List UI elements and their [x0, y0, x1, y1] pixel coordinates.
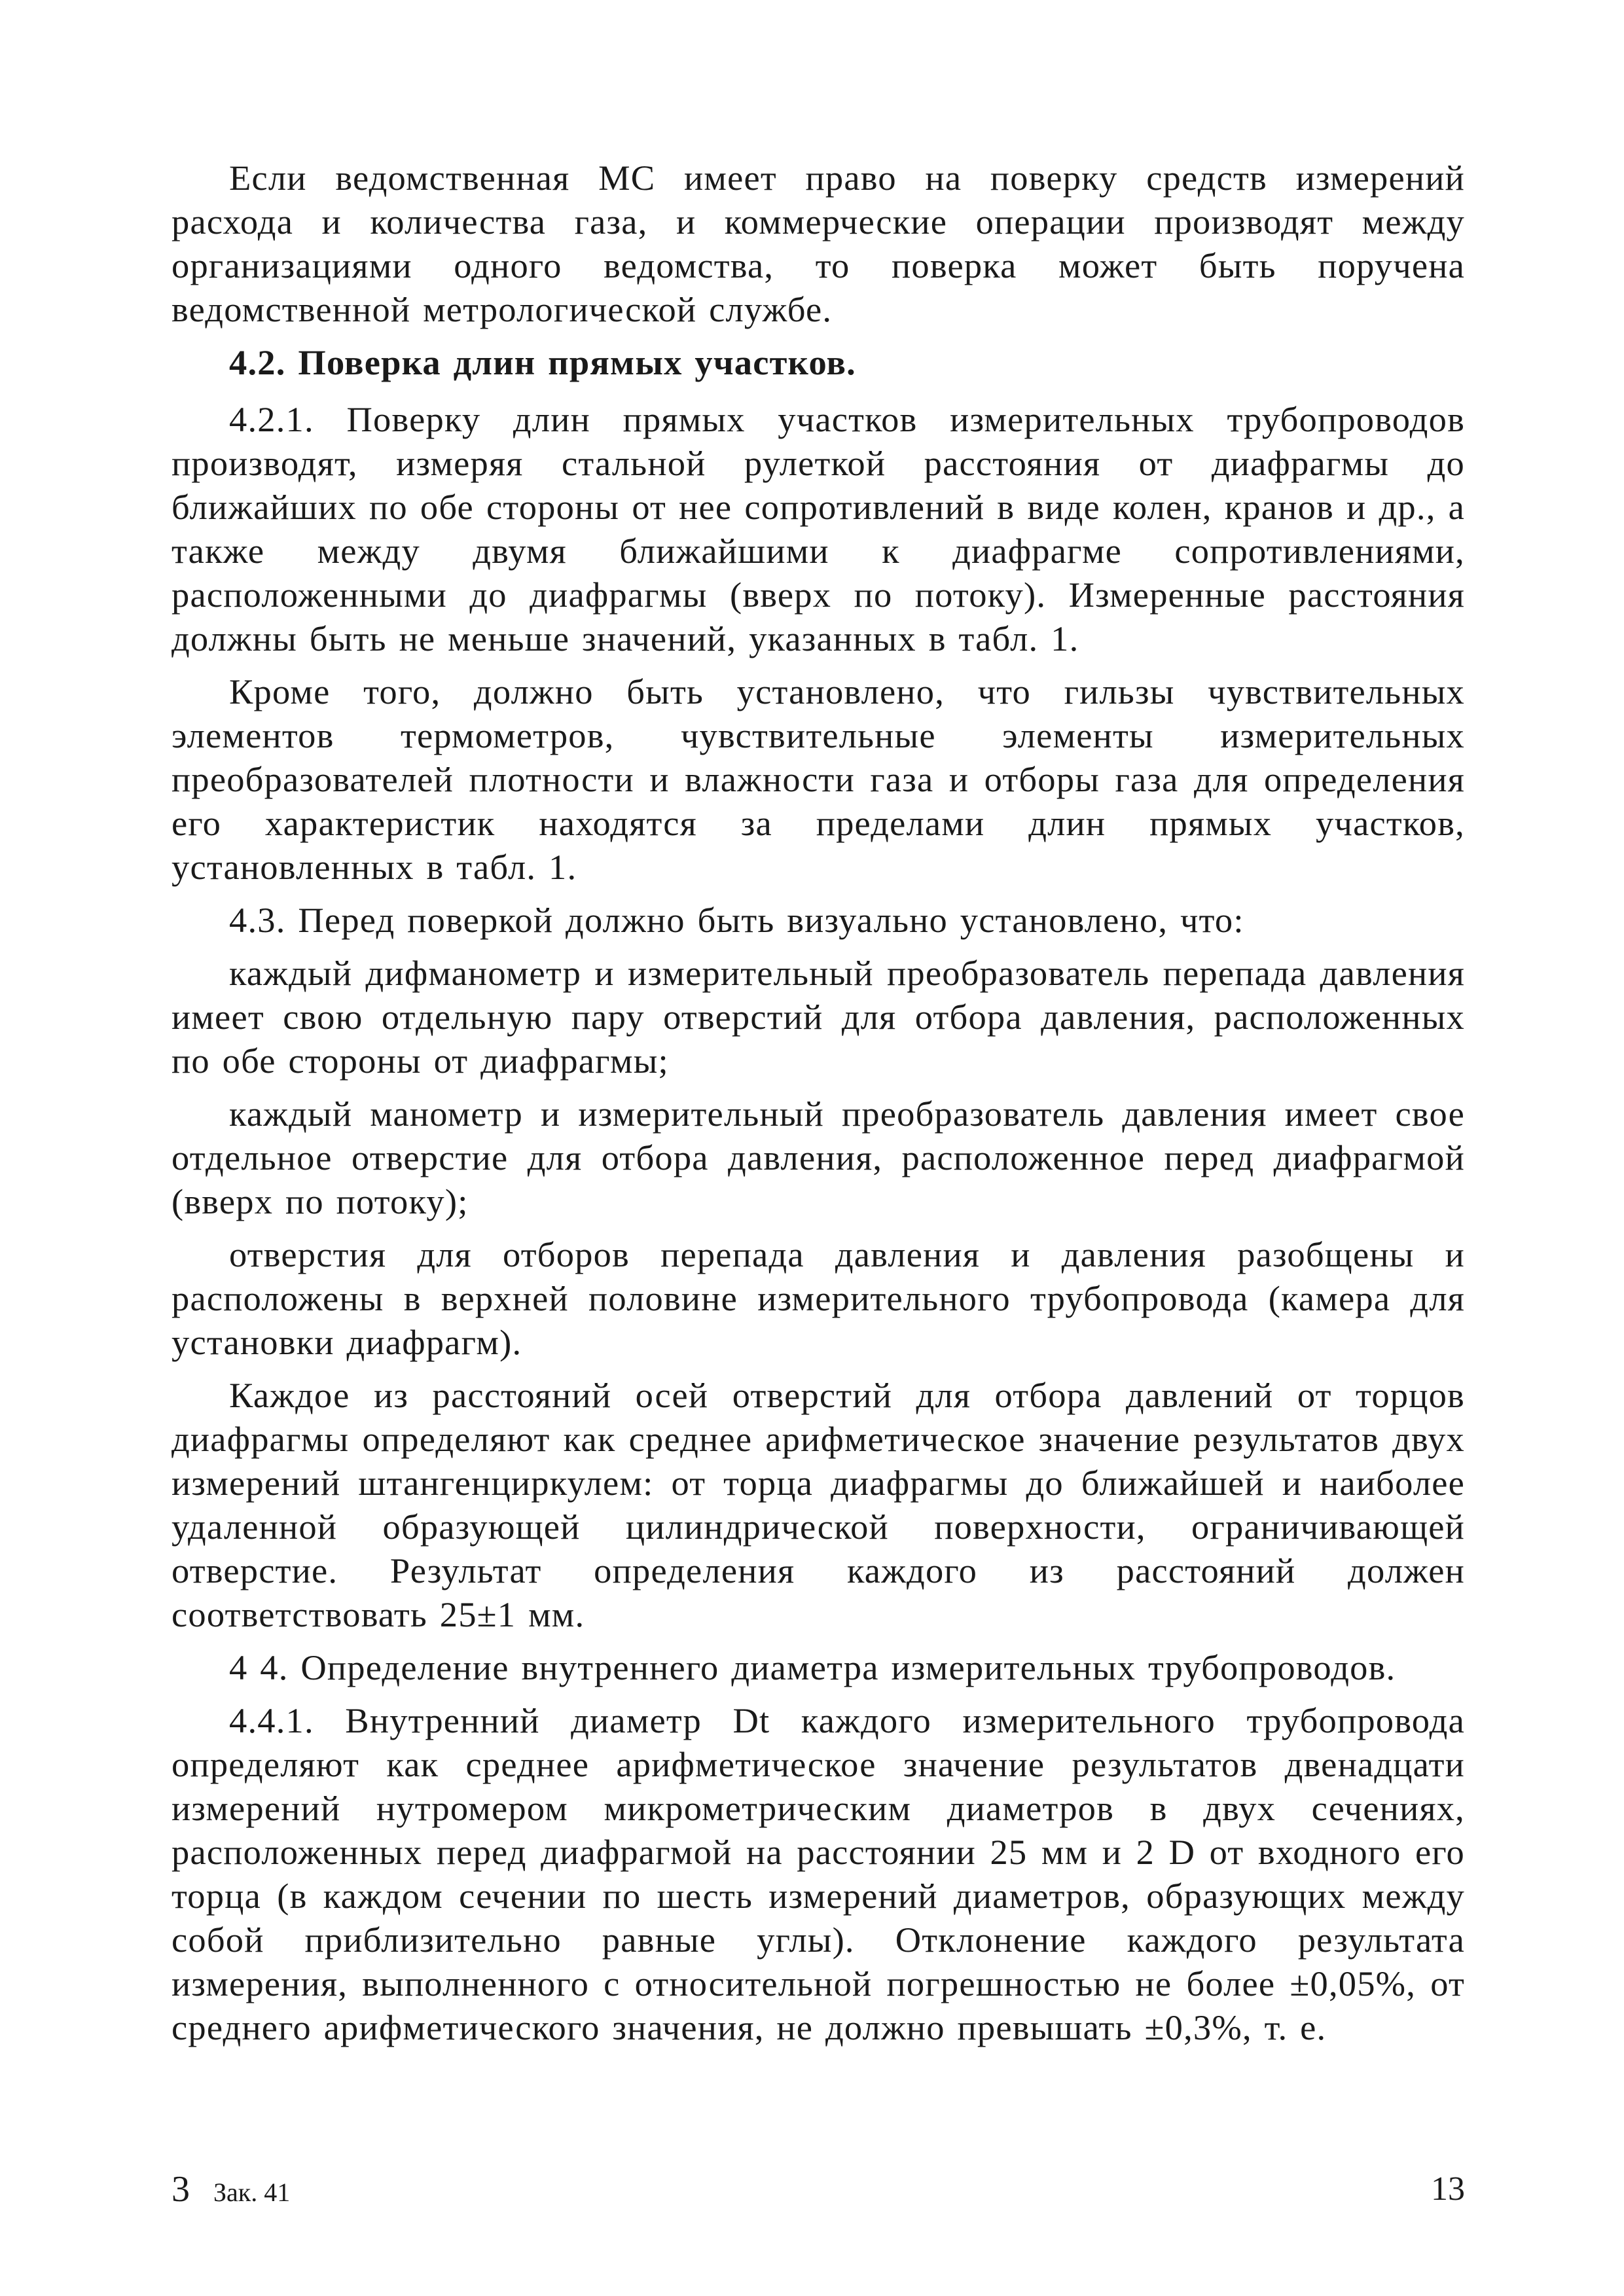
footer-signature [171, 2163, 290, 2219]
paragraph-4-3-item-c: отверстия для отборов перепада давления и давления разобщены и расположены в верхней половине измерительного трубопровода (камера для установки диафрагм). [171, 1234, 1465, 1362]
paragraph-4-4-1: 4.4.1. Внутренний диаметр Dt каждого измерительного трубопровода определяют как среднее арифметическое значение результатов двенадцати измерений нутромером микрометрическим диаметров в двух сечениях, расположенных перед диафрагмой на расстоянии 25 мм и 2 D от входного его торца (в каждом сечении по шесть измерений диаметров, образующих между собой приблизительно равные углы). Отклонение каждого результата измерения, выполненного с относительной погрешностью не более ±0,05%, от среднего арифметического значения, не должно превышать ±0,3%, т. е. [171, 1700, 1465, 2047]
section-heading-4-4: 4 4. Определение внутреннего диаметра измерительных трубопроводов. [229, 1647, 1396, 1687]
page-footer [171, 2163, 1465, 2215]
paragraph-4-2-1: 4.2.1. Поверку длин прямых участков измерительных трубопроводов производят, измеряя стальной рулеткой расстояния от диафрагмы до ближайших по обе стороны от нее сопротивлений в виде колен, кранов и др., а также между двумя ближайшими к диафрагме сопротивлениями, расположенными до диафрагмы (вверх по потоку). Измеренные расстояния должны быть не меньше значений, указанных в табл. 1. [171, 399, 1465, 658]
page-number: 13 [1431, 2170, 1465, 2208]
paragraph-4-3-item-a: каждый дифманометр и измерительный преобразователь перепада давления имеет свою отдельную пару отверстий для отбора давления, расположенных по обе стороны от диафрагмы; [171, 953, 1465, 1081]
body-text [171, 156, 1465, 2058]
order-code: Зак. 41 [213, 2178, 291, 2207]
paragraph-departmental-service: Если ведомственная МС имеет право на поверку средств измерений расхода и количества газа, и коммерческие операции производят между организациями одного ведомства, то поверка может быть поручена ведомственной метрологической службе. [171, 158, 1465, 329]
sheet-number: 3 [171, 2169, 190, 2210]
paragraph-4-3-item-b: каждый манометр и измерительный преобразователь давления имеет свое отдельное отверстие для отбора давления, расположенное перед диафрагмой (вверх по потоку); [171, 1094, 1465, 1221]
paragraph-4-2-1-continued: Кроме того, должно быть установлено, что гильзы чувствительных элементов термометров, чувствительные элементы измерительных преобразователей плотности и влажности газа и отборы газа для определения его характеристик находятся за пределами длин прямых участков, установленных в табл. 1. [171, 672, 1465, 887]
paragraph-4-3: 4.3. Перед поверкой должно быть визуально установлено, что: [229, 900, 1244, 940]
section-heading-4-2: 4.2. Поверка длин прямых участков. [229, 342, 856, 382]
paragraph-4-3-distances: Каждое из расстояний осей отверстий для отбора давлений от торцов диафрагмы определяют как среднее арифметическое значение результатов двух измерений штангенциркулем: от торца диафрагмы до ближайшей и наиболее удаленной образующей цилиндрической поверхности, ограничивающей отверстие. Результат определения каждого из расстояний должен соответствовать 25±1 мм. [171, 1375, 1465, 1634]
